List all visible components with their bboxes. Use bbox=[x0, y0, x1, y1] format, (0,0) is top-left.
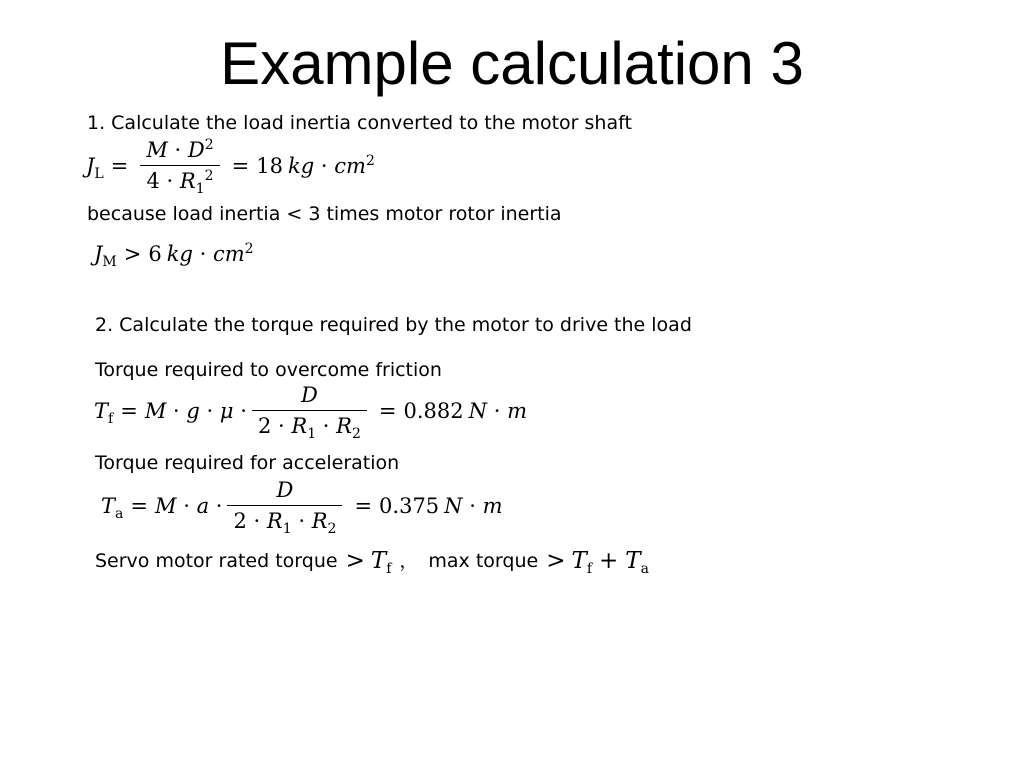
comma: ， bbox=[399, 550, 419, 572]
tf-symbol: $T_f$ bbox=[571, 548, 592, 577]
fraction-denominator: $2 \cdot R_1 \cdot R_2$ bbox=[233, 509, 337, 537]
plus-sign: + bbox=[599, 548, 619, 574]
equals-sign: = bbox=[120, 398, 138, 423]
greater-than-sign: > bbox=[123, 242, 142, 266]
conclusion-line bbox=[95, 548, 649, 577]
ta-symbol: $T_a$ bbox=[625, 548, 649, 577]
slide-title: Example calculation 3 bbox=[220, 30, 804, 97]
jm-unit: kg · $cm^2$ bbox=[166, 241, 254, 266]
because-line: because load inertia < 3 times motor rotor inertia bbox=[87, 203, 562, 225]
friction-label: Torque required to overcome friction bbox=[95, 359, 442, 381]
fraction-denominator: $4 \cdot R_1^2$ bbox=[146, 168, 214, 197]
ta-unit: N · m bbox=[444, 493, 503, 518]
ta-symbol: $T_a$ bbox=[101, 493, 124, 522]
step2-heading: 2. Calculate the torque required by the motor to drive the load bbox=[95, 314, 692, 336]
jl-symbol: $J_L$ bbox=[86, 153, 104, 182]
friction-fraction bbox=[252, 382, 367, 442]
fraction-denominator: $2 \cdot R_1 \cdot R_2$ bbox=[257, 414, 361, 442]
equals-sign: = bbox=[231, 153, 250, 178]
jl-unit: kg · $cm^2$ bbox=[288, 152, 375, 178]
greater-than-sign: > bbox=[546, 548, 566, 574]
equals-sign: = bbox=[110, 153, 129, 178]
load-inertia-equation bbox=[86, 137, 375, 197]
tf-terms: M · g · μ · bbox=[144, 398, 247, 423]
acceleration-torque-equation bbox=[101, 477, 503, 537]
inertia-fraction bbox=[140, 137, 219, 197]
friction-torque-equation bbox=[94, 382, 527, 442]
max-torque-label: max torque bbox=[428, 550, 539, 572]
jl-value: 18 bbox=[256, 153, 284, 178]
rated-torque-label: Servo motor rated torque bbox=[95, 550, 338, 572]
equals-sign: = bbox=[378, 398, 397, 423]
acceleration-fraction bbox=[227, 477, 342, 537]
tf-symbol: $T_f$ bbox=[370, 548, 392, 577]
step1-heading: 1. Calculate the load inertia converted to the motor shaft bbox=[87, 112, 632, 134]
tf-symbol: $T_f$ bbox=[94, 398, 114, 427]
equals-sign: = bbox=[130, 493, 148, 518]
fraction-numerator: $M \cdot D^2$ bbox=[146, 137, 214, 162]
acceleration-label: Torque required for acceleration bbox=[95, 452, 400, 474]
ta-terms: M · a · bbox=[154, 493, 223, 518]
equals-sign: = bbox=[354, 493, 373, 518]
ta-value: 0.375 bbox=[379, 493, 440, 518]
fraction-numerator: D bbox=[276, 478, 294, 502]
jm-value: 6 bbox=[148, 242, 162, 266]
tf-value: 0.882 bbox=[403, 398, 464, 423]
fraction-numerator: D bbox=[301, 383, 318, 407]
jm-symbol: $J_M$ bbox=[94, 242, 117, 270]
tf-unit: N · m bbox=[468, 398, 527, 423]
motor-inertia-inequality bbox=[94, 241, 254, 270]
greater-than-sign: > bbox=[345, 548, 365, 574]
